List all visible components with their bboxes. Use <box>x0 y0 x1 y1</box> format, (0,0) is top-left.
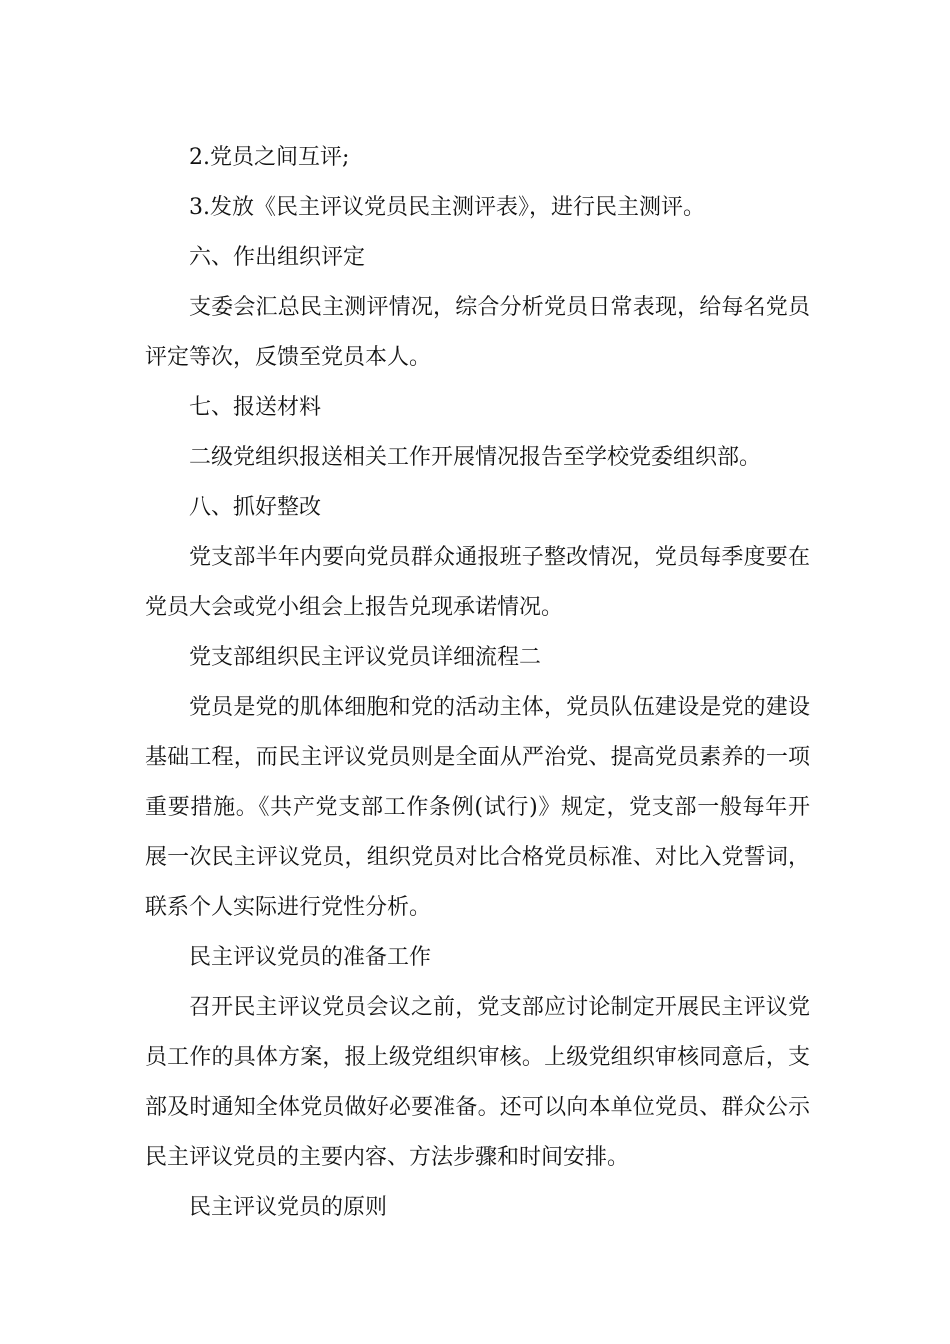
heading-principles: 民主评议党员的原则 <box>189 1195 388 1220</box>
paragraph-mutual-review: 2.党员之间互评; <box>189 145 350 170</box>
paragraph-rectification: 党支部半年内要向党员群众通报班子整改情况，党员每季度要在党员大会或党小组会上报告兑现承诺情况。 <box>145 545 810 620</box>
paragraph-committee-summary: 支委会汇总民主测评情况，综合分析党员日常表现，给每名党员评定等次，反馈至党员本人。 <box>145 295 810 370</box>
paragraph-democratic-test: 3.发放《民主评议党员民主测评表》，进行民主测评。 <box>189 195 705 220</box>
heading-organization-evaluation: 六、作出组织评定 <box>189 245 366 270</box>
heading-process-two: 党支部组织民主评议党员详细流程二 <box>189 645 542 670</box>
document-body <box>145 133 810 1233</box>
paragraph-party-member-intro: 党员是党的肌体细胞和党的活动主体，党员队伍建设是党的建设基础工程，而民主评议党员则是全面从严治党、提高党员素养的一项重要措施。《共产党支部工作条例(试行)》规定，党支部一般每年开展一次民主评议党员，组织党员对比合格党员标准、对比入党誓词，联系个人实际进行党性分析。 <box>145 695 810 920</box>
paragraph-preparation: 召开民主评议党员会议之前，党支部应讨论制定开展民主评议党员工作的具体方案，报上级党组织审核。上级党组织审核同意后，支部及时通知全体党员做好必要准备。还可以向本单位党员、群众公示民主评议党员的主要内容、方法步骤和时间安排。 <box>145 995 810 1170</box>
heading-submit-materials: 七、报送材料 <box>189 395 322 420</box>
paragraph-submit-report: 二级党组织报送相关工作开展情况报告至学校党委组织部。 <box>189 445 762 470</box>
heading-rectification: 八、抓好整改 <box>189 495 322 520</box>
heading-preparation: 民主评议党员的准备工作 <box>189 945 432 970</box>
